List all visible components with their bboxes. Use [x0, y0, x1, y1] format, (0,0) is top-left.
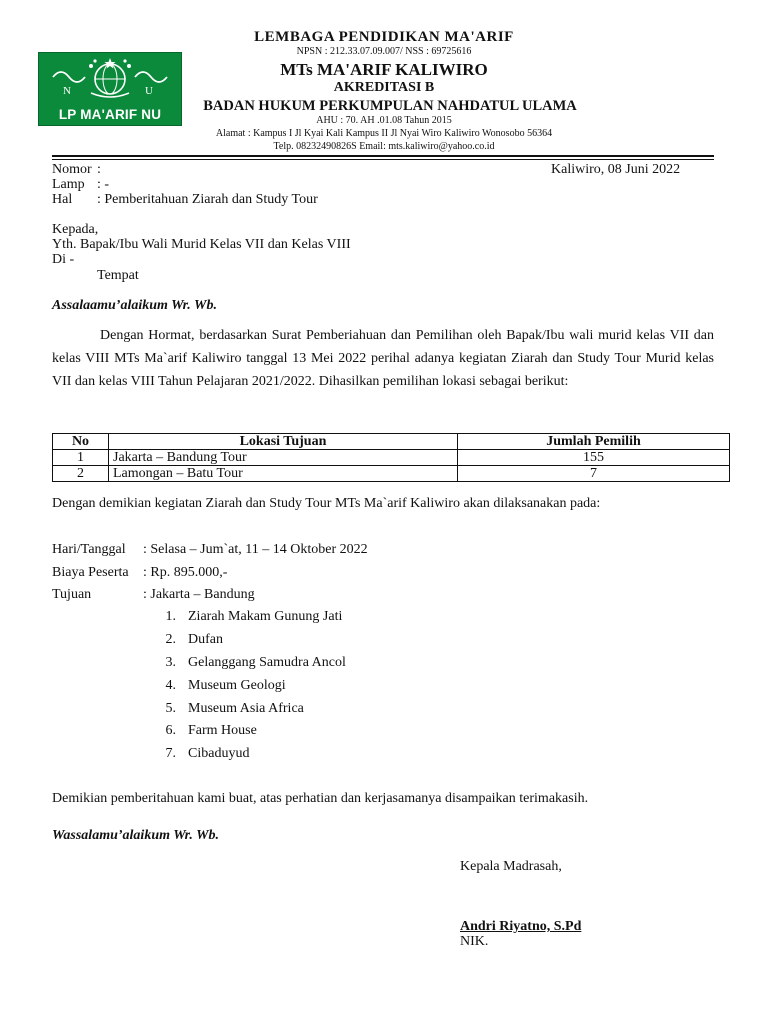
- cost-label: Biaya Peserta: [52, 565, 129, 580]
- table-row: [53, 450, 730, 466]
- header-jumlah: Jumlah Pemilih: [458, 434, 730, 450]
- list-item-number: 7.: [165, 746, 176, 761]
- list-item-number: 3.: [165, 655, 176, 670]
- logo-letter-u: U: [145, 85, 153, 97]
- list-item-text: Ziarah Makam Gunung Jati: [188, 609, 343, 624]
- date-value: : Selasa – Jum`at, 11 – 14 Oktober 2022: [143, 542, 368, 557]
- after-table-text: Dengan demikian kegiatan Ziarah dan Study Tour MTs Ma`arif Kaliwiro akan dilaksanakan pada:: [52, 496, 601, 511]
- hal-value: : Pemberitahuan Ziarah dan Study Tour: [97, 192, 318, 207]
- signature-name: Andri Riyatno, S.Pd: [460, 919, 582, 934]
- intro-paragraph: Dengan Hormat, berdasarkan Surat Pemberiahuan dan Pemilihan oleh Bapak/Ibu wali murid kelas VII dan kelas VIII MTs Ma`arif Kaliwiro tanggal 13 Mei 2022 perihal adanya kegiatan Ziarah dan Study Tour Murid kelas VII dan kelas VIII Tahun Pelajaran 2021/2022. Dihasilkan pemilihan lokasi sebagai berikut:: [52, 328, 714, 389]
- table-row: [53, 466, 730, 482]
- list-item: [155, 678, 286, 694]
- row-votes: 155: [458, 450, 730, 466]
- header-divider-thin: [52, 159, 714, 160]
- list-item-text: Cibaduyud: [188, 746, 250, 761]
- address-line: Alamat : Kampus I Jl Kyai Kali Kampus II Jl Nyai Wiro Kaliwiro Wonosobo 56364: [215, 128, 553, 139]
- closing-paragraph: Demikian pemberitahuan kami buat, atas perhatian dan kerjasamanya disampaikan terimakasih.: [52, 791, 589, 806]
- greeting: Assalaamu’alaikum Wr. Wb.: [52, 298, 217, 313]
- lamp-label: Lamp: [52, 177, 85, 192]
- list-item-text: Dufan: [188, 632, 223, 647]
- list-item: [155, 655, 346, 671]
- npsn-line: NPSN : 212.33.07.09.007/ NSS : 69725616: [296, 46, 472, 57]
- lamp-value: : -: [97, 177, 110, 192]
- list-item-number: 6.: [165, 723, 176, 738]
- signature-title: Kepala Madrasah,: [460, 859, 562, 874]
- logo-letter-n: N: [63, 85, 71, 97]
- logo-text: LP MA'ARIF NU: [58, 107, 162, 122]
- list-item-number: 1.: [165, 609, 176, 624]
- location-vote-table: [52, 433, 730, 482]
- signature-nik: NIK.: [460, 934, 489, 949]
- farewell: Wassalamu’alaikum Wr. Wb.: [52, 828, 220, 843]
- list-item-text: Museum Asia Africa: [188, 701, 304, 716]
- list-item-text: Gelanggang Samudra Ancol: [188, 655, 346, 670]
- list-item-number: 4.: [165, 678, 176, 693]
- destination-label: Tujuan: [52, 587, 92, 602]
- row-votes: 7: [458, 466, 730, 482]
- row-location: Lamongan – Batu Tour: [109, 466, 458, 482]
- recipient-kepada: Kepada,: [52, 222, 99, 237]
- ahu-line: AHU : 70. AH .01.08 Tahun 2015: [316, 115, 452, 126]
- row-no: 2: [53, 466, 109, 482]
- recipient-name: Yth. Bapak/Ibu Wali Murid Kelas VII dan Kelas VIII: [52, 237, 351, 252]
- accreditation: AKREDITASI B: [333, 80, 435, 95]
- table-header-row: [53, 434, 730, 450]
- date-label: Hari/Tanggal: [52, 542, 126, 557]
- row-no: 1: [53, 450, 109, 466]
- list-item: [155, 609, 342, 625]
- list-item-text: Museum Geologi: [188, 678, 286, 693]
- header-divider: [52, 155, 714, 157]
- list-item: [155, 632, 223, 648]
- nomor-value: :: [97, 162, 101, 177]
- list-item: [155, 746, 249, 762]
- school-name: MTs MA'ARIF KALIWIRO: [280, 60, 488, 79]
- row-location: Jakarta – Bandung Tour: [109, 450, 458, 466]
- contact-line: Telp. 08232490826S Email: mts.kaliwiro@yahoo.co.id: [273, 141, 495, 152]
- list-item: [155, 723, 257, 739]
- destination-value: : Jakarta – Bandung: [143, 587, 255, 602]
- list-item-number: 2.: [165, 632, 176, 647]
- header-no: No: [53, 434, 109, 450]
- recipient-tempat: Tempat: [97, 268, 139, 283]
- legal-body: BADAN HUKUM PERKUMPULAN NAHDATUL ULAMA: [203, 98, 577, 114]
- nomor-label: Nomor: [52, 162, 92, 177]
- institution-name: LEMBAGA PENDIDIKAN MA'ARIF: [254, 29, 514, 45]
- list-item-text: Farm House: [188, 723, 257, 738]
- header-lokasi: Lokasi Tujuan: [109, 434, 458, 450]
- recipient-di: Di -: [52, 252, 75, 267]
- list-item: [155, 701, 304, 717]
- list-item-number: 5.: [165, 701, 176, 716]
- cost-value: : Rp. 895.000,-: [143, 565, 228, 580]
- place-date: Kaliwiro, 08 Juni 2022: [551, 162, 681, 177]
- hal-label: Hal: [52, 192, 73, 207]
